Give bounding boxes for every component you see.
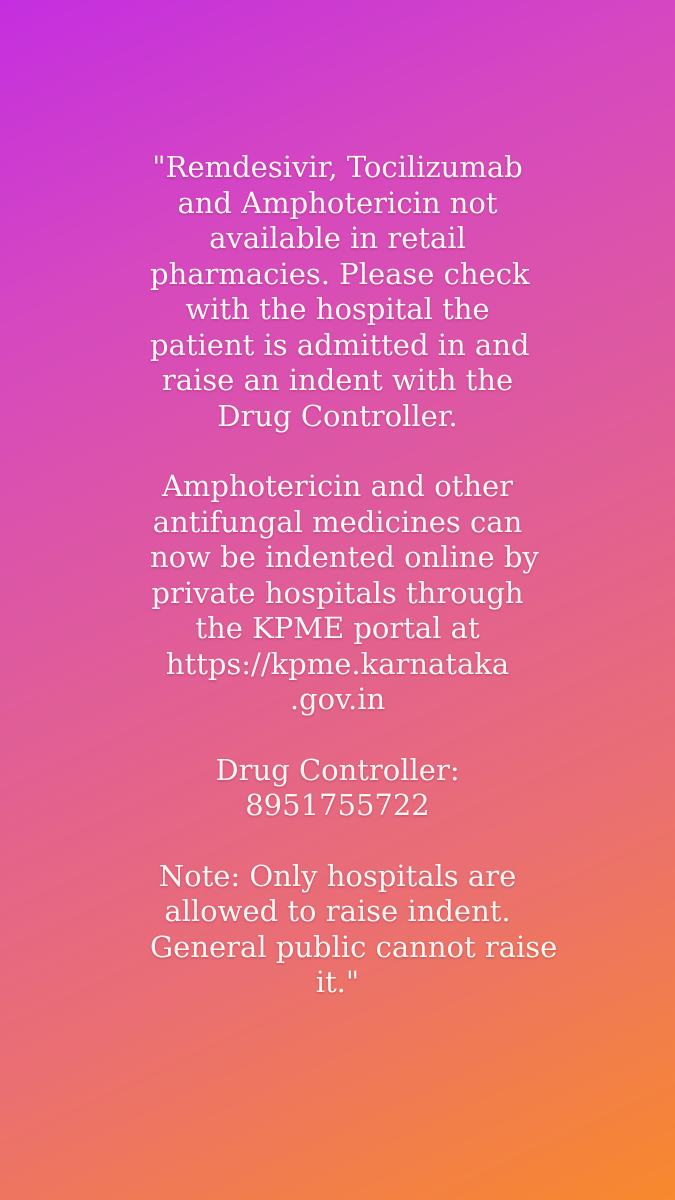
text-line: "Remdesivir, Tocilizumab xyxy=(152,150,523,184)
text-line: antifungal medicines can xyxy=(152,504,523,539)
text-line: it." xyxy=(315,965,360,999)
text-line: the KPME portal at xyxy=(195,611,480,645)
availability-paragraph xyxy=(150,150,530,434)
contact-paragraph xyxy=(150,753,525,824)
contact-label: Drug Controller: xyxy=(215,752,460,787)
text-line: pharmacies. Please check xyxy=(150,256,530,291)
notice-text-block xyxy=(150,150,558,1001)
text-line: allowed to raise indent. xyxy=(164,894,511,928)
text-line: raise an indent with the xyxy=(161,363,514,397)
text-line: available in retail xyxy=(209,221,466,255)
text-line: Amphotericin and other xyxy=(161,469,514,503)
text-line: and Amphotericin not xyxy=(177,185,498,220)
note-paragraph xyxy=(150,858,558,1001)
text-line: with the hospital the xyxy=(185,292,490,326)
text-line: General public cannot raise xyxy=(150,929,558,964)
text-line: private hospitals through xyxy=(151,575,524,610)
text-line: Drug Controller. xyxy=(217,398,458,433)
text-line: now be indented online by xyxy=(150,540,539,574)
portal-url: https://kpme.karnataka xyxy=(165,646,510,681)
online-indent-paragraph xyxy=(150,469,539,718)
text-line: patient is admitted in and xyxy=(150,327,530,362)
text-line: Note: Only hospitals are xyxy=(158,858,517,893)
portal-url: .gov.in xyxy=(289,682,386,716)
contact-phone: 8951755722 xyxy=(245,788,430,822)
